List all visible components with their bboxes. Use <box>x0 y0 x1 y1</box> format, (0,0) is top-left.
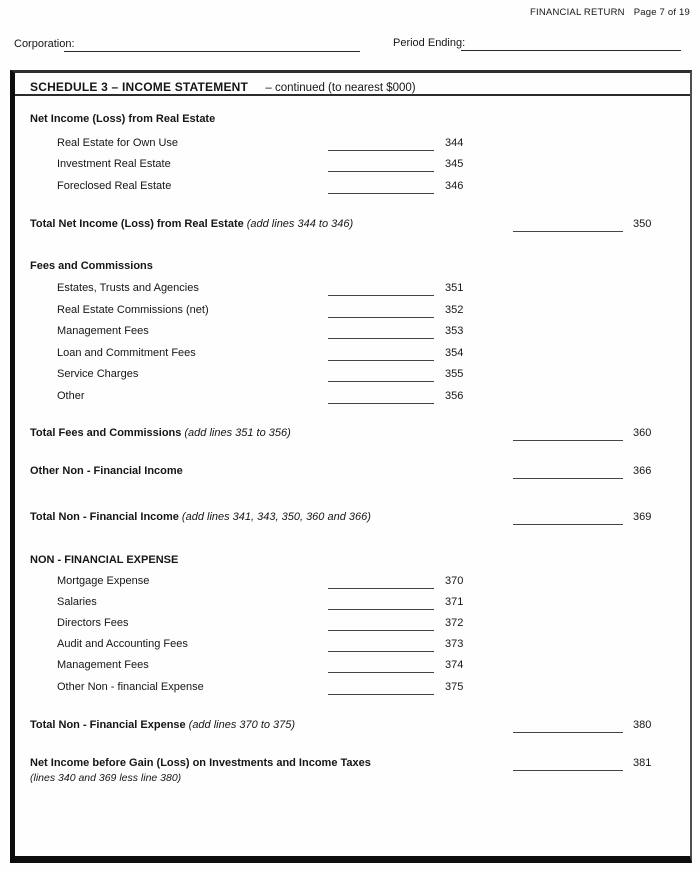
form-row-351 <box>0 282 700 302</box>
line-number-373: 373 <box>445 638 464 650</box>
form-row-360 <box>0 427 700 447</box>
line-number-355: 355 <box>445 368 464 380</box>
line-number-360: 360 <box>633 427 652 439</box>
line-number-356: 356 <box>445 390 464 402</box>
item-label: Mortgage Expense <box>57 575 150 587</box>
item-label: Other <box>57 390 85 402</box>
form-row-372 <box>0 617 700 637</box>
schedule-title-continued: – continued (to nearest $000) <box>265 82 416 94</box>
total-label <box>30 757 371 769</box>
amount-field-344[interactable] <box>328 150 434 151</box>
form-row-366 <box>0 465 700 485</box>
line-number-370: 370 <box>445 575 464 587</box>
total-label <box>30 511 371 523</box>
corporation-field[interactable] <box>64 37 360 52</box>
form-row-346 <box>0 180 700 200</box>
total-label-text: Total Non - Financial Income <box>30 511 179 523</box>
total-label-formula: (lines 340 and 369 less line 380) <box>30 772 182 784</box>
total-label-text: Other Non - Financial Income <box>30 465 183 477</box>
corporation-label: Corporation: <box>14 38 75 50</box>
amount-field-346[interactable] <box>328 193 434 194</box>
form-row-375 <box>0 681 700 701</box>
item-label: Directors Fees <box>57 617 129 629</box>
amount-field-372[interactable] <box>328 630 434 631</box>
line-number-346: 346 <box>445 180 464 192</box>
form-row-356 <box>0 390 700 410</box>
amount-field-380[interactable] <box>513 732 623 733</box>
form-row-370 <box>0 575 700 595</box>
line-number-350: 350 <box>633 218 652 230</box>
amount-field-351[interactable] <box>328 295 434 296</box>
item-label: Investment Real Estate <box>57 158 171 170</box>
amount-field-352[interactable] <box>328 317 434 318</box>
form-row-380 <box>0 719 700 739</box>
total-label-formula: (add lines 370 to 375) <box>188 719 296 731</box>
item-label: Real Estate for Own Use <box>57 137 179 149</box>
amount-field-353[interactable] <box>328 338 434 339</box>
amount-field-374[interactable] <box>328 672 434 673</box>
line-number-380: 380 <box>633 719 652 731</box>
item-label: Salaries <box>57 596 97 608</box>
form-row-371 <box>0 596 700 616</box>
line-number-345: 345 <box>445 158 464 170</box>
total-label <box>30 427 291 439</box>
total-label <box>30 218 353 230</box>
line-number-372: 372 <box>445 617 464 629</box>
form-row-373 <box>0 638 700 658</box>
total-label <box>30 465 183 477</box>
item-label: Management Fees <box>57 659 149 671</box>
section-label: NON - FINANCIAL EXPENSE <box>30 554 179 566</box>
form-row-352 <box>0 304 700 324</box>
amount-field-355[interactable] <box>328 381 434 382</box>
item-label: Foreclosed Real Estate <box>57 180 172 192</box>
item-label: Service Charges <box>57 368 139 380</box>
period-ending-label: Period Ending: <box>393 37 466 49</box>
line-number-351: 351 <box>445 282 464 294</box>
amount-field-360[interactable] <box>513 440 623 441</box>
line-number-381: 381 <box>633 757 652 769</box>
section-header-net-income-real-estate <box>0 113 700 133</box>
total-label-formula: (add lines 341, 343, 350, 360 and 366) <box>181 511 371 523</box>
form-row-354 <box>0 347 700 367</box>
item-label: Management Fees <box>57 325 149 337</box>
item-label: Audit and Accounting Fees <box>57 638 188 650</box>
section-header-fees-commissions <box>0 260 700 280</box>
schedule-title-rule <box>15 94 690 96</box>
amount-field-375[interactable] <box>328 694 434 695</box>
form-row-381 <box>0 757 700 791</box>
section-label: Net Income (Loss) from Real Estate <box>30 113 216 125</box>
total-label-formula: (add lines 351 to 356) <box>184 427 291 439</box>
item-label: Loan and Commitment Fees <box>57 347 196 359</box>
form-row-369 <box>0 511 700 531</box>
period-ending-field[interactable] <box>461 36 681 51</box>
amount-field-366[interactable] <box>513 478 623 479</box>
page-indicator: Page 7 of 19 <box>633 7 690 18</box>
total-label-text: Total Non - Financial Expense <box>30 719 186 731</box>
item-label: Other Non - financial Expense <box>57 681 204 693</box>
form-row-374 <box>0 659 700 679</box>
amount-field-381[interactable] <box>513 770 623 771</box>
schedule-title <box>30 80 416 94</box>
form-row-350 <box>0 218 700 238</box>
form-row-345 <box>0 158 700 178</box>
line-number-366: 366 <box>633 465 652 477</box>
total-label-text: Net Income before Gain (Loss) on Investments and Income Taxes <box>30 757 371 769</box>
line-number-352: 352 <box>445 304 464 316</box>
form-row-353 <box>0 325 700 345</box>
section-label: Fees and Commissions <box>30 260 153 272</box>
form-row-344 <box>0 137 700 157</box>
total-label-text: Total Fees and Commissions <box>30 427 182 439</box>
total-label-formula: (add lines 344 to 346) <box>246 218 354 230</box>
amount-field-369[interactable] <box>513 524 623 525</box>
item-label: Real Estate Commissions (net) <box>57 304 209 316</box>
line-number-375: 375 <box>445 681 464 693</box>
item-label: Estates, Trusts and Agencies <box>57 282 199 294</box>
total-label <box>30 719 295 731</box>
amount-field-350[interactable] <box>513 231 623 232</box>
amount-field-354[interactable] <box>328 360 434 361</box>
document-title: FINANCIAL RETURN <box>530 7 625 18</box>
schedule-title-main: SCHEDULE 3 – INCOME STATEMENT <box>30 80 249 94</box>
total-label-text: Total Net Income (Loss) from Real Estate <box>30 218 244 230</box>
line-number-354: 354 <box>445 347 464 359</box>
amount-field-371[interactable] <box>328 609 434 610</box>
form-row-355 <box>0 368 700 388</box>
amount-field-345[interactable] <box>328 171 434 172</box>
amount-field-370[interactable] <box>328 588 434 589</box>
line-number-353: 353 <box>445 325 464 337</box>
document-header <box>530 7 690 18</box>
line-number-371: 371 <box>445 596 464 608</box>
amount-field-356[interactable] <box>328 403 434 404</box>
line-number-344: 344 <box>445 137 464 149</box>
line-number-369: 369 <box>633 511 652 523</box>
section-header-non-financial-expense <box>0 554 700 574</box>
amount-field-373[interactable] <box>328 651 434 652</box>
line-number-374: 374 <box>445 659 464 671</box>
